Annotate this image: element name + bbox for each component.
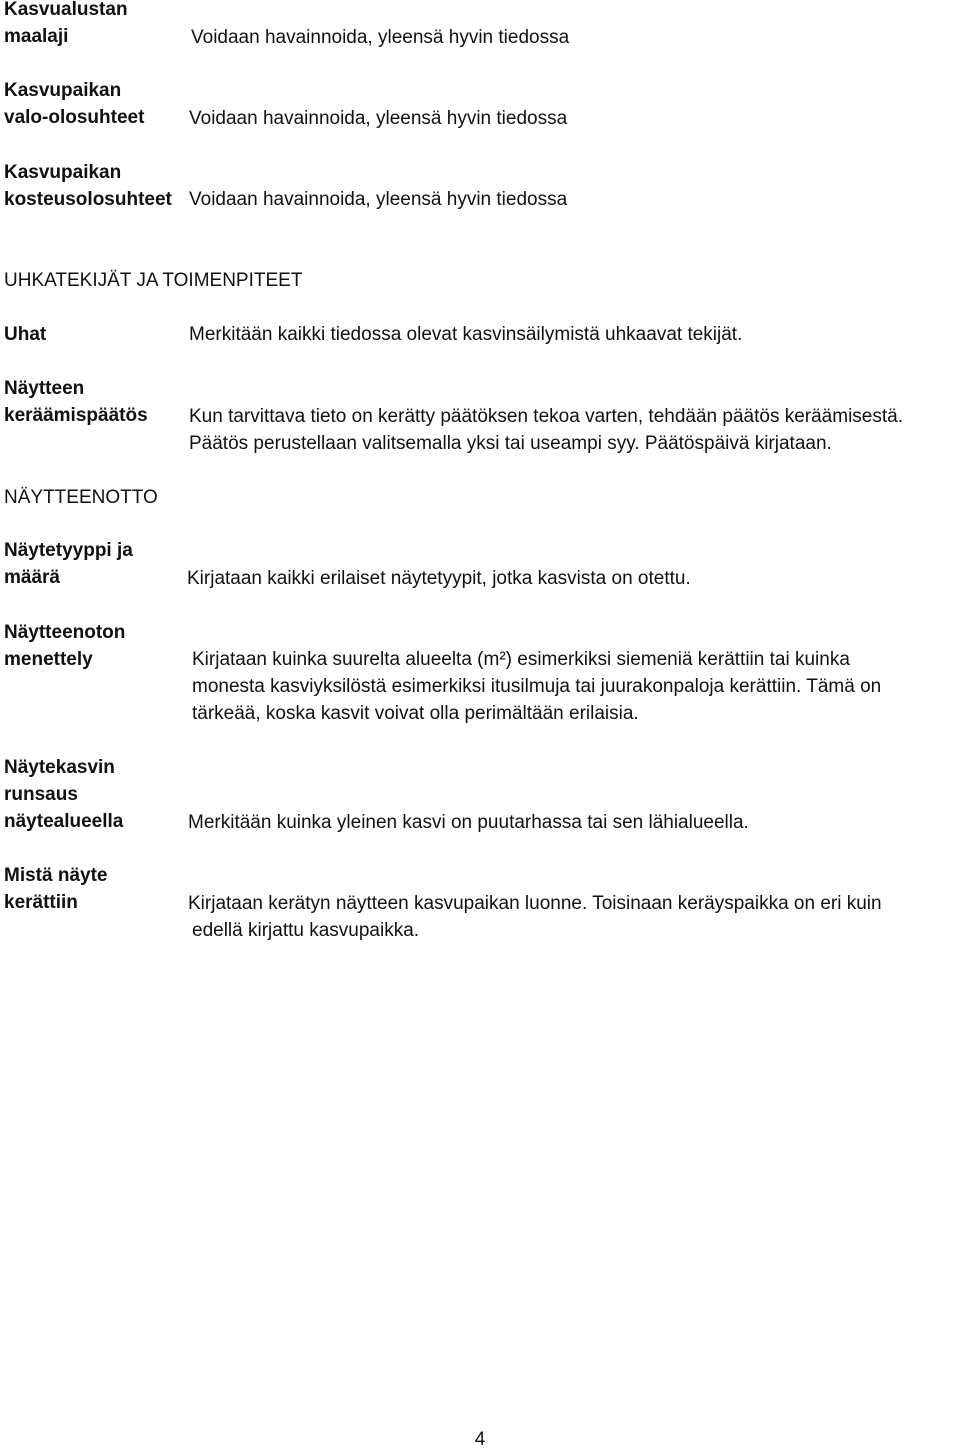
field-description: Kirjataan kerätyn näytteen kasvupaikan luonne. Toisinaan keräyspaikka on eri kuin [188,893,882,914]
section-heading: NÄYTTEENOTTO [4,487,158,508]
field-label: Näytteen [4,378,85,399]
field-label: Mistä näyte [4,865,108,886]
field-label: Näytetyyppi ja [4,540,133,561]
field-label: Näytekasvin [4,757,115,778]
field-label: näytealueella [4,811,124,832]
field-description: Kirjataan kuinka suurelta alueelta (m²) esimerkiksi siemeniä kerättiin tai kuinka [192,649,850,670]
section-heading: UHKATEKIJÄT JA TOIMENPITEET [4,270,303,291]
field-label: määrä [4,567,60,588]
field-label: Kasvualustan [4,0,128,20]
field-label: valo-olosuhteet [4,107,145,128]
field-description: Voidaan havainnoida, yleensä hyvin tiedossa [191,27,570,48]
field-label: kosteusolosuhteet [4,189,172,210]
field-label: keräämispäätös [4,405,148,426]
page-number: 4 [474,1429,486,1450]
field-description: Voidaan havainnoida, yleensä hyvin tiedossa [189,189,568,210]
field-description: Kirjataan kaikki erilaiset näytetyypit, jotka kasvista on otettu. [187,568,691,589]
field-label: Näytteenoton [4,622,126,643]
field-label: kerättiin [4,892,78,913]
field-description: monesta kasviyksilöstä esimerkiksi itusilmuja tai juurakonpaloja kerättiin. Tämä on [192,676,882,697]
field-description: Päätös perustellaan valitsemalla yksi tai useampi syy. Päätöspäivä kirjataan. [189,433,832,454]
field-label: menettely [4,649,93,670]
field-label: runsaus [4,784,78,805]
field-label: maalaji [4,26,69,47]
field-label: Uhat [4,324,47,345]
field-description: Kun tarvittava tieto on kerätty päätöksen tekoa varten, tehdään päätös keräämisestä. [189,406,903,427]
field-description: Voidaan havainnoida, yleensä hyvin tiedossa [189,108,568,129]
field-description: Merkitään kuinka yleinen kasvi on puutarhassa tai sen lähialueella. [188,812,749,833]
field-description: edellä kirjattu kasvupaikka. [192,920,420,941]
field-label: Kasvupaikan [4,80,122,101]
field-label: Kasvupaikan [4,162,122,183]
field-description: Merkitään kaikki tiedossa olevat kasvinsäilymistä uhkaavat tekijät. [189,324,743,345]
field-description: tärkeää, koska kasvit voivat olla perimältään erilaisia. [192,703,639,724]
